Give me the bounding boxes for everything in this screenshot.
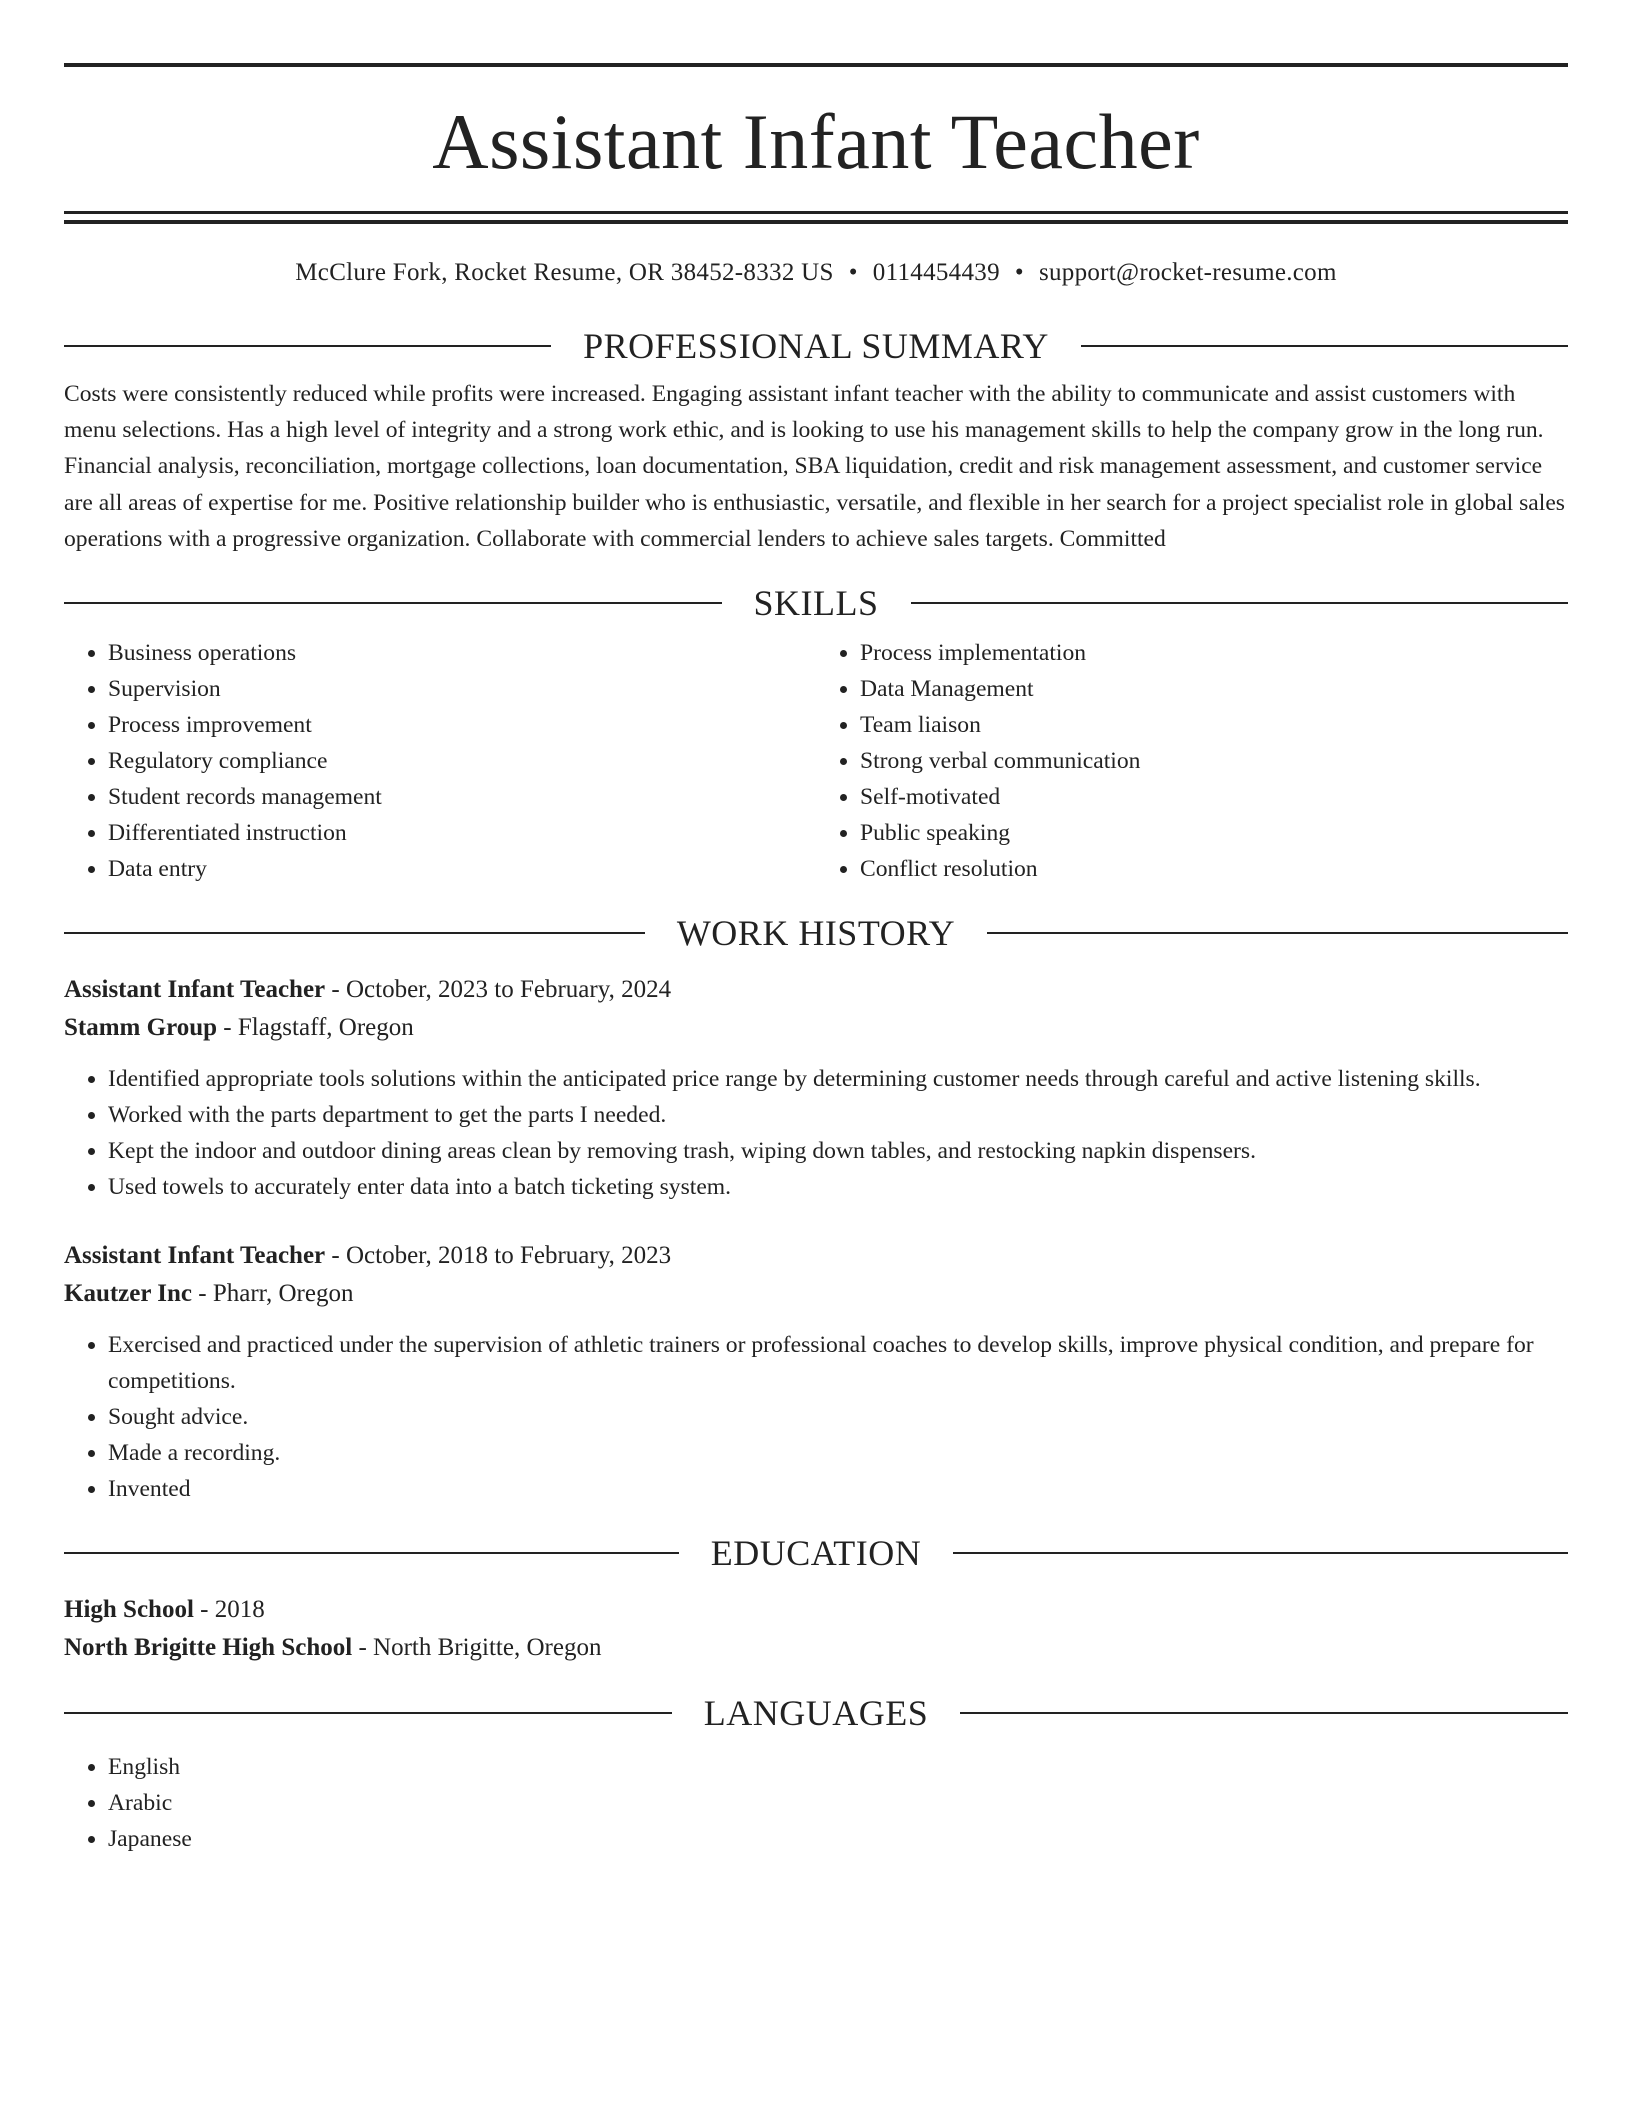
job-bullets [64,1327,1568,1507]
heading-rule-left [64,1712,672,1714]
contact-line [64,258,1568,288]
language-item: • English [108,1749,1568,1785]
skill-item: • Conflict resolution [860,851,1568,887]
job-title: Assistant Infant Teacher [64,976,326,1004]
skills-list-left [64,635,816,887]
title-rule-lower [64,220,1568,224]
skill-item: • Regulatory compliance [108,743,816,779]
job-bullet: • Worked with the parts department to get the parts I needed. [108,1097,1568,1133]
skills-columns [64,635,1568,887]
heading-rule-left [64,602,722,604]
job-location: - Pharr, Oregon [192,1280,354,1308]
skill-item: • Strong verbal communication [860,743,1568,779]
heading-rule-right [911,602,1569,604]
job-entry [64,971,1568,1205]
education-location: - North Brigitte, Oregon [352,1634,602,1662]
job-bullet: • Made a recording. [108,1435,1568,1471]
summary-paragraph: Costs were consistently reduced while profits were increased. Engaging assistant infant teacher with the ability to communicate and assist customers with menu selections. Has a high level of integrity and a strong work ethic, and is looking to use his management skills to help the company grow in the long run. Financial analysis, reconciliation, mortgage collections, loan documentation, SBA liquidation, credit and risk management assessment, and customer service are all areas of expertise for me. Positive relationship builder who is enthusiastic, versatile, and flexible in her search for a project specialist role in global sales operations with a progressive organization. Collaborate with commercial lenders to achieve sales targets. Committed [64,381,1565,552]
language-item: • Japanese [108,1821,1568,1857]
skill-item: • Team liaison [860,707,1568,743]
job-dates: - October, 2018 to February, 2023 [325,1242,672,1270]
heading-rule-left [64,932,645,934]
skill-item: • Business operations [108,635,816,671]
education-degree: High School [64,1596,194,1624]
job-company-line [64,1009,1568,1047]
section-heading-education [64,1533,1568,1573]
section-heading-label: LANGUAGES [703,1693,929,1734]
section-heading-summary [64,326,1568,366]
section-heading-languages [64,1693,1568,1733]
skill-item: • Differentiated instruction [108,815,816,851]
education-school: North Brigitte High School [64,1634,353,1662]
section-heading-skills [64,583,1568,623]
job-dates: - October, 2023 to February, 2024 [325,976,672,1004]
contact-email: support@rocket-resume.com [1038,259,1337,286]
heading-rule-right [987,932,1568,934]
skill-item: • Student records management [108,779,816,815]
heading-rule-right [960,1712,1568,1714]
skill-item: • Data Management [860,671,1568,707]
job-bullet: • Sought advice. [108,1399,1568,1435]
heading-rule-right [953,1552,1568,1554]
skill-item: • Process implementation [860,635,1568,671]
title-rule-upper [64,211,1568,214]
job-location: - Flagstaff, Oregon [217,1014,414,1042]
skill-item: • Data entry [108,851,816,887]
top-rule [64,63,1568,67]
job-title-line [64,1237,1568,1275]
section-heading-label: WORK HISTORY [676,913,956,954]
heading-rule-right [1081,345,1568,347]
job-entry [64,1237,1568,1507]
job-company: Kautzer Inc [64,1280,192,1308]
contact-address: McClure Fork, Rocket Resume, OR 38452-8332 US [295,259,834,286]
education-year: - 2018 [193,1596,265,1624]
section-heading-work [64,913,1568,953]
languages-list [64,1749,1568,1857]
title-double-rule [64,211,1568,224]
job-bullet: • Invented [108,1471,1568,1507]
section-heading-label: SKILLS [753,583,879,624]
contact-separator: • [848,259,858,286]
education-degree-line [64,1591,1568,1629]
language-item: • Arabic [108,1785,1568,1821]
job-title-line [64,971,1568,1009]
job-title: Assistant Infant Teacher [64,1242,326,1270]
contact-phone: 0114454439 [872,259,1000,286]
job-bullet: • Exercised and practiced under the supervision of athletic trainers or professional coaches to develop skills, improve physical condition, and prepare for competitions. [108,1327,1568,1399]
skill-item: • Public speaking [860,815,1568,851]
education-entry [64,1591,1568,1667]
skill-item: • Self-motivated [860,779,1568,815]
heading-rule-left [64,1552,679,1554]
job-bullets [64,1061,1568,1205]
job-company: Stamm Group [64,1014,218,1042]
job-company-line [64,1275,1568,1313]
job-bullet: • Identified appropriate tools solutions within the anticipated price range by determining customer needs through careful and active listening skills. [108,1061,1568,1097]
skills-list-right [816,635,1568,887]
skill-item: • Process improvement [108,707,816,743]
contact-separator: • [1014,259,1024,286]
resume-title: Assistant Infant Teacher [432,98,1200,185]
job-bullet: • Used towels to accurately enter data into a batch ticketing system. [108,1169,1568,1205]
skill-item: • Supervision [108,671,816,707]
job-bullet: • Kept the indoor and outdoor dining areas clean by removing trash, wiping down tables, and restocking napkin dispensers. [108,1133,1568,1169]
heading-rule-left [64,345,551,347]
education-school-line [64,1629,1568,1667]
section-heading-label: EDUCATION [710,1533,922,1574]
section-heading-label: PROFESSIONAL SUMMARY [583,326,1049,366]
